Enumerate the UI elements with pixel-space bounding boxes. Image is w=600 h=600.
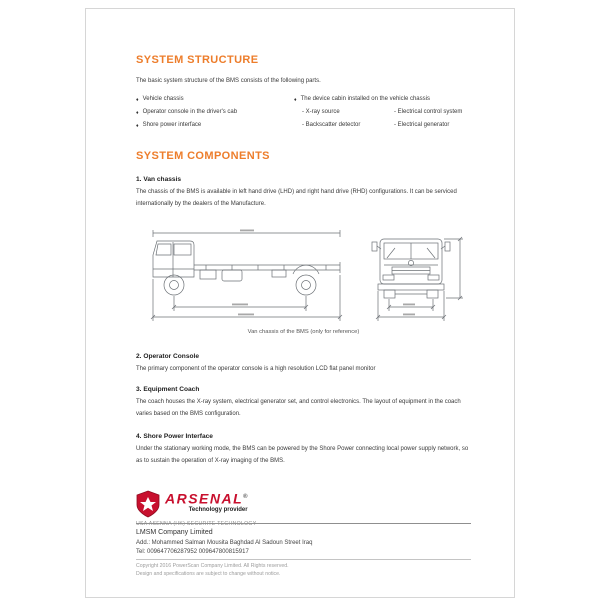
van-side-view-drawing [151, 230, 342, 321]
section-title-operator-console: 2. Operator Console [136, 353, 200, 360]
dimension-label-marks [232, 230, 415, 316]
sub-item-label: - Electrical control system [394, 109, 463, 115]
section-body-van-chassis: The chassis of the BMS is available in left hand drive (LHD) and right hand drive (RHD) configurations. It can be serviced internationally by the dealers of the Manufacture. [136, 189, 457, 207]
list-sub-row [294, 122, 476, 135]
list-item-label: Vehicle chassis [142, 96, 184, 102]
footer-logo-block [136, 490, 257, 527]
sub-item-label: - X-ray source [302, 109, 340, 115]
brand-name [165, 490, 248, 506]
heading-system-components: SYSTEM COMPONENTS [136, 150, 270, 162]
sub-item-label: - Backscatter detector [302, 122, 361, 128]
list-item [136, 96, 294, 109]
system-parts-list [136, 96, 476, 135]
company-phone: Tel: 009647706287952 009647800815917 [136, 549, 249, 555]
brand-tagline: Technology provider [188, 506, 248, 513]
brand-wordmark: ARSENAL [165, 490, 244, 507]
section-body-equipment-coach: The coach houses the X-ray system, electrical generator set, and control electronics. The layout of equipment in the coach varies based on the BMS configuration. [136, 399, 461, 417]
list-item-label: Operator console in the driver's cab [142, 109, 238, 115]
document-page [85, 8, 515, 598]
diamond-bullet-icon: ♦ [136, 110, 139, 116]
section-title-shore-power: 4. Shore Power Interface [136, 433, 213, 440]
section-title-equipment-coach: 3. Equipment Coach [136, 386, 200, 393]
brand-sub-tagline: USA ASENNA (HK) SECURITE TECHNOLOGY [136, 521, 257, 527]
list-item [136, 109, 294, 122]
section-title-van-chassis: 1. Van chassis [136, 176, 182, 183]
parts-list-left-column [136, 96, 294, 135]
diamond-bullet-icon: ♦ [294, 97, 297, 103]
list-sub-row [294, 109, 476, 122]
parts-list-right-column [294, 96, 476, 135]
diamond-bullet-icon: ♦ [136, 123, 139, 129]
list-item-label: The device cabin installed on the vehicle chassis [300, 96, 430, 102]
van-front-view-drawing [372, 237, 463, 321]
list-item [294, 96, 476, 109]
list-item-label: Shore power interface [142, 122, 202, 128]
arsenal-shield-logo [136, 490, 160, 518]
diamond-bullet-icon: ♦ [136, 97, 139, 103]
section-body-operator-console: The primary component of the operator console is a high resolution LCD flat panel monitor [136, 366, 376, 372]
footer-divider-top [136, 523, 471, 524]
company-address: Add.: Mohammed Salman Mousita Baghdad Al Sadoun Street Iraq [136, 540, 313, 546]
sub-item-label: - Electrical generator [394, 122, 450, 128]
registered-mark: ® [243, 494, 248, 500]
list-item [136, 122, 294, 135]
van-chassis-drawing [144, 229, 464, 331]
copyright-line-2: Design and specifications are subject to change without notice. [136, 571, 281, 577]
copyright-line-1: Copyright 2016 PowerScan Company Limited. All Rights reserved. [136, 563, 289, 569]
footer-divider-bottom [136, 559, 471, 560]
intro-paragraph: The basic system structure of the BMS consists of the following parts. [136, 78, 321, 84]
section-body-shore-power: Under the stationary working mode, the BMS can be powered by the Shore Power connecting local power supply network, so as to sustain the operation of X-ray imaging of the BMS. [136, 446, 469, 464]
company-name: LMSM Company Limited [136, 529, 213, 536]
figure-caption: Van chassis of the BMS (only for reference) [247, 329, 360, 335]
heading-system-structure: SYSTEM STRUCTURE [136, 54, 259, 66]
